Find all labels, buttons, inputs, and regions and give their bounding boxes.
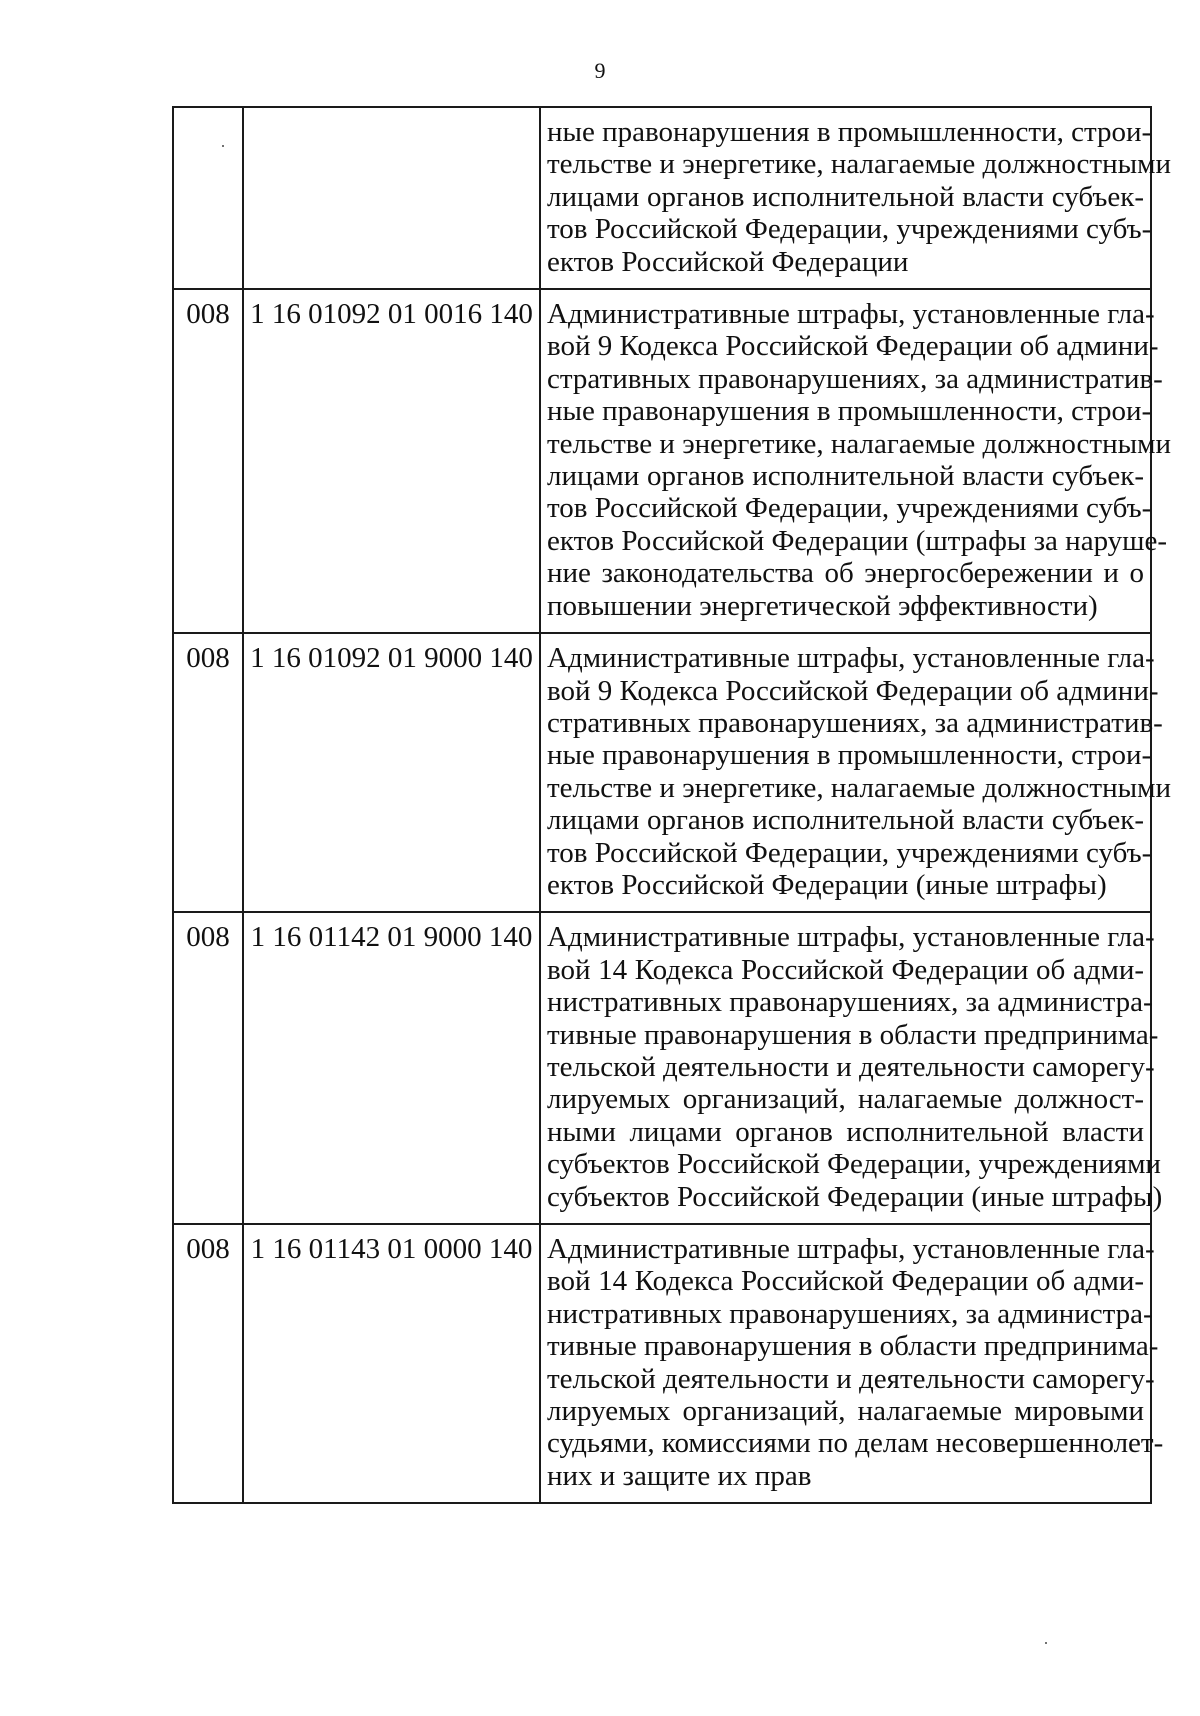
kbk-code-cell: 1 16 01142 01 9000 140 xyxy=(243,912,540,1224)
description-line: субъектов Российской Федерации (иные штрафы) xyxy=(547,1180,1163,1213)
description-line: лируемых организаций, налагаемые мировыми xyxy=(547,1395,1144,1428)
description-line: нистративных правонарушениях, за администра- xyxy=(547,986,1153,1019)
description-line: тов Российской Федерации, учреждениями субъ- xyxy=(547,492,1152,525)
description-line: нистративных правонарушениях, за администра- xyxy=(547,1297,1153,1330)
admin-code-cell: 008 xyxy=(173,289,243,633)
kbk-code-cell: 1 16 01143 01 0000 140 xyxy=(243,1224,540,1503)
table-row xyxy=(173,289,1151,633)
description-line: лицами органов исполнительной власти субъек- xyxy=(547,180,1144,213)
description-cell xyxy=(540,1224,1164,1503)
description-line: стративных правонарушениях, за административ- xyxy=(547,362,1163,395)
table-body xyxy=(173,107,1171,1503)
page-number: 9 xyxy=(594,58,606,83)
description-line: лицами органов исполнительной власти субъек- xyxy=(547,460,1144,493)
description-line: ектов Российской Федерации (штрафы за наруше- xyxy=(547,524,1168,557)
description-line: тивные правонарушения в области предпринима- xyxy=(547,1018,1159,1051)
description-cell xyxy=(540,289,1171,633)
description-line: Административные штрафы, установленные гла- xyxy=(547,921,1155,954)
kbk-code-cell: 1 16 01092 01 0016 140 xyxy=(243,289,540,633)
description-line: повышении энергетической эффективности) xyxy=(547,589,1098,622)
description-line: ектов Российской Федерации (иные штрафы) xyxy=(547,868,1107,901)
description-line: тельской деятельности и деятельности саморегу- xyxy=(547,1362,1155,1395)
description-line: них и защите их прав xyxy=(547,1459,812,1492)
description-cell xyxy=(540,107,1171,289)
description-line: тивные правонарушения в области предпринима- xyxy=(547,1330,1159,1363)
table-row xyxy=(173,633,1151,912)
description-line: судьями, комиссиями по делам несовершеннолет- xyxy=(547,1427,1164,1460)
scan-speck xyxy=(1045,1642,1047,1644)
admin-code-cell: 008 xyxy=(173,912,243,1224)
description-line: Административные штрафы, установленные гла- xyxy=(547,1233,1155,1265)
description-line: ные правонарушения в промышленности, строи- xyxy=(547,739,1152,772)
description-line: вой 14 Кодекса Российской Федерации об адми- xyxy=(547,953,1144,986)
description-line: вой 9 Кодекса Российской Федерации об админи- xyxy=(547,674,1159,707)
description-cell xyxy=(540,633,1171,912)
description-line: ектов Российской Федерации xyxy=(547,245,909,278)
description-line: Административные штрафы, установленные гла- xyxy=(547,298,1155,331)
table-row xyxy=(173,107,1151,289)
table-row xyxy=(173,1224,1151,1503)
budget-codes-table xyxy=(172,106,1171,1504)
description-line: тов Российской Федерации, учреждениями субъ- xyxy=(547,213,1152,246)
admin-code-cell xyxy=(173,107,243,289)
description-line: ными лицами органов исполнительной власти xyxy=(547,1115,1144,1148)
kbk-code-cell xyxy=(243,107,540,289)
description-line: тельстве и энергетике, налагаемые должностными xyxy=(547,771,1171,804)
description-line: вой 9 Кодекса Российской Федерации об админи- xyxy=(547,330,1159,363)
description-line: субъектов Российской Федерации, учреждениями xyxy=(547,1148,1161,1181)
description-line: тов Российской Федерации, учреждениями субъ- xyxy=(547,836,1152,869)
scan-speck xyxy=(222,145,224,147)
description-line: ние законодательства об энергосбережении и о xyxy=(547,557,1144,590)
description-line: ные правонарушения в промышленности, строи- xyxy=(547,395,1152,428)
description-line: тельстве и энергетике, налагаемые должностными xyxy=(547,427,1171,460)
description-line: ные правонарушения в промышленности, строи- xyxy=(547,116,1152,148)
description-line: тельстве и энергетике, налагаемые должностными xyxy=(547,148,1171,181)
description-line: стративных правонарушениях, за административ- xyxy=(547,706,1163,739)
description-line: лицами органов исполнительной власти субъек- xyxy=(547,804,1144,837)
kbk-code-cell: 1 16 01092 01 9000 140 xyxy=(243,633,540,912)
description-line: лируемых организаций, налагаемые должност- xyxy=(547,1083,1144,1116)
description-line: тельской деятельности и деятельности саморегу- xyxy=(547,1050,1155,1083)
description-line: вой 14 Кодекса Российской Федерации об адми- xyxy=(547,1265,1144,1298)
admin-code-cell: 008 xyxy=(173,633,243,912)
admin-code-cell: 008 xyxy=(173,1224,243,1503)
description-line: Административные штрафы, установленные гла- xyxy=(547,642,1155,675)
table-row xyxy=(173,912,1151,1224)
description-cell xyxy=(540,912,1163,1224)
